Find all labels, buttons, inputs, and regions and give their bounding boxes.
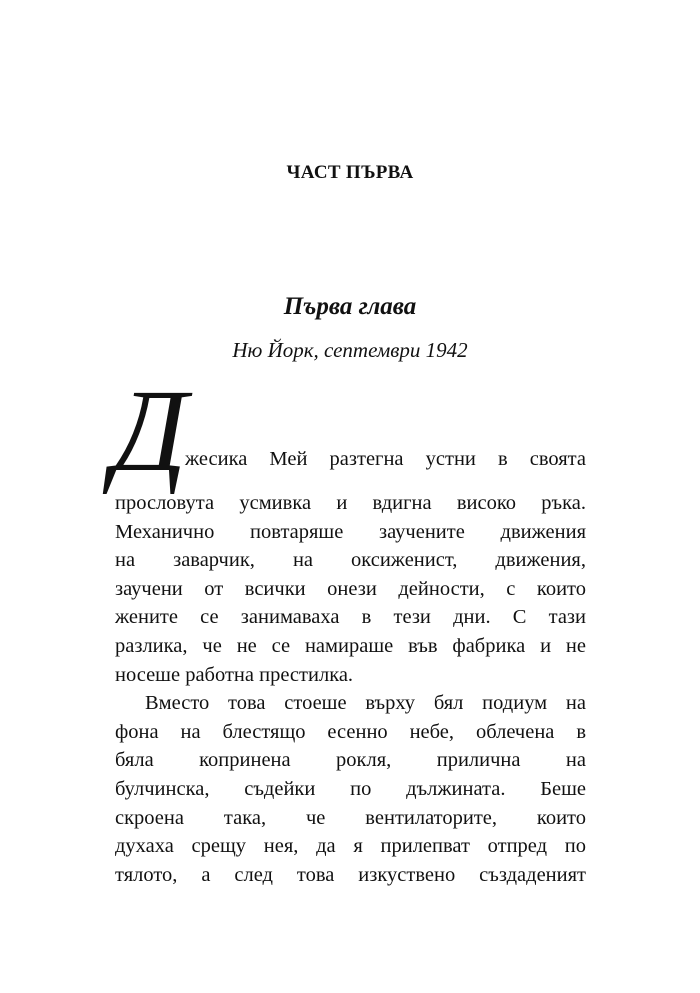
place-date: Ню Йорк, септември 1942: [232, 338, 468, 362]
text-line: Механично повтаряше заучените движения: [115, 520, 586, 543]
text-line: Вместо това стоеше върху бял подиум на: [145, 692, 586, 715]
body-text: [115, 489, 586, 889]
text-line: прословута усмивка и вдигна високо ръка.: [115, 492, 586, 514]
text-line: фона на блестящо есенно небе, облечена в: [115, 720, 586, 743]
text-line: на заварчик, на оксиженист, движения,: [115, 549, 586, 572]
text-line: носеше работна престилка.: [115, 663, 354, 686]
paragraph: [115, 689, 586, 889]
part-title: ЧАСТ ПЪРВА: [286, 162, 414, 183]
text-line: булчинска, съдейки по дължината. Беше: [115, 777, 586, 800]
first-text-line: жесика Мей разтегна устни в своята: [185, 448, 586, 470]
paragraph: [115, 489, 586, 689]
text-line: тялото, а след това изкуствено създаденият: [115, 863, 586, 886]
text-line: заучени от всички онези дейности, с които: [115, 577, 586, 600]
chapter-title: Първа глава: [283, 293, 417, 320]
text-line: скроена така, че вентилаторите, които: [115, 806, 586, 829]
text-line: жените се занимаваха в тези дни. С тази: [115, 606, 586, 629]
text-line: духаха срещу нея, да я прилепват отпред по: [115, 835, 586, 858]
drop-cap: Д: [112, 365, 188, 496]
text-line: бяла копринена рокля, прилична на: [115, 749, 586, 772]
text-line: разлика, че не се намираше във фабрика и не: [115, 634, 586, 657]
